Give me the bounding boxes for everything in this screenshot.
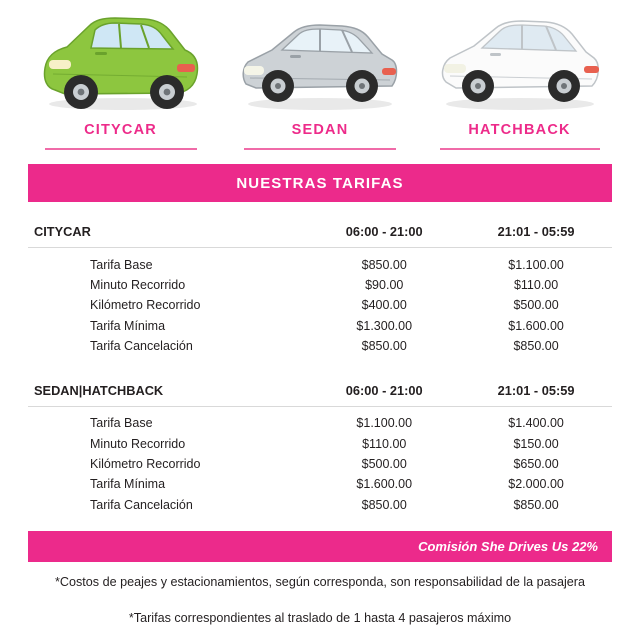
row-day-value: $1.600.00 xyxy=(356,477,413,492)
row-night-value: $850.00 xyxy=(513,497,559,512)
table-row xyxy=(28,316,612,336)
row-label: Minuto Recorrido xyxy=(90,277,186,292)
row-day-value: $850.00 xyxy=(361,339,407,354)
hatchback-image xyxy=(427,8,612,116)
divider xyxy=(28,406,612,413)
row-label: Tarifa Base xyxy=(90,416,153,431)
table-row xyxy=(28,336,612,356)
row-day-value: $1.300.00 xyxy=(356,318,413,333)
footnote-tolls: *Costos de peajes y estacionamientos, según corresponda, son responsabilidad de la pasajera xyxy=(55,574,585,589)
table-row xyxy=(28,254,612,274)
row-label: Tarifa Base xyxy=(90,257,153,272)
row-day-value: $90.00 xyxy=(365,277,404,292)
row-label: Minuto Recorrido xyxy=(90,436,186,451)
table-row xyxy=(28,275,612,295)
rates-table xyxy=(28,218,612,515)
row-label: Tarifa Mínima xyxy=(90,477,166,492)
vehicle-label-citycar: CITYCAR xyxy=(84,122,157,138)
table-row xyxy=(28,433,612,453)
white-hatchback-car-icon xyxy=(434,8,606,114)
row-night-value: $110.00 xyxy=(513,277,559,292)
row-night-value: $1.100.00 xyxy=(508,257,564,272)
row-night-value: $1.400.00 xyxy=(508,416,564,431)
group-name-citycar: CITYCAR xyxy=(34,224,91,239)
row-day-value: $850.00 xyxy=(361,497,407,512)
vehicle-label-sedan: SEDAN xyxy=(291,122,349,138)
sedan-image xyxy=(228,8,413,116)
row-day-value: $1.100.00 xyxy=(356,416,413,431)
row-label: Kilómetro Recorrido xyxy=(90,456,201,471)
citycar-image xyxy=(28,8,213,116)
vehicle-underline-citycar xyxy=(45,148,197,150)
row-day-value: $500.00 xyxy=(361,456,407,471)
divider xyxy=(28,248,612,255)
table-group-header-citycar xyxy=(28,218,612,248)
rates-section xyxy=(28,202,612,515)
row-label: Tarifa Cancelación xyxy=(90,497,193,512)
table-row xyxy=(28,413,612,433)
row-night-value: $500.00 xyxy=(513,298,559,313)
row-night-value: $650.00 xyxy=(513,456,559,471)
row-night-value: $1.600.00 xyxy=(508,318,564,333)
vehicle-card-citycar xyxy=(28,8,213,150)
green-hatchback-car-icon xyxy=(37,8,205,114)
vehicle-card-hatchback xyxy=(427,8,612,150)
vehicle-underline-sedan xyxy=(244,148,396,150)
rates-banner: NUESTRAS TARIFAS xyxy=(28,164,612,202)
group-day-header-sedan-hatchback: 06:00 - 21:00 xyxy=(345,382,423,398)
vehicle-card-sedan xyxy=(228,8,413,150)
row-label: Kilómetro Recorrido xyxy=(90,298,201,313)
group-day-header-citycar: 06:00 - 21:00 xyxy=(345,224,423,239)
group-night-header-sedan-hatchback: 21:01 - 05:59 xyxy=(497,382,575,398)
table-row xyxy=(28,495,612,515)
silver-sedan-car-icon xyxy=(236,8,404,114)
table-row xyxy=(28,454,612,474)
group-name-sedan-hatchback: SEDAN|HATCHBACK xyxy=(34,382,164,398)
row-day-value: $850.00 xyxy=(361,257,407,272)
footnote-passengers: *Tarifas correspondientes al traslado de 1 hasta 4 pasajeros máximo xyxy=(128,610,512,625)
spacer xyxy=(28,356,612,376)
row-night-value: $150.00 xyxy=(513,436,559,451)
row-label: Tarifa Mínima xyxy=(90,318,166,333)
row-day-value: $110.00 xyxy=(362,436,407,451)
commission-bar: Comisión She Drives Us 22% xyxy=(28,531,612,562)
vehicle-types-row xyxy=(0,0,640,150)
table-group-header-sedan-hatchback xyxy=(28,377,612,407)
vehicle-label-hatchback: HATCHBACK xyxy=(468,122,571,138)
row-night-value: $2.000.00 xyxy=(508,477,564,492)
row-night-value: $850.00 xyxy=(513,339,559,354)
row-day-value: $400.00 xyxy=(361,298,407,313)
group-night-header-citycar: 21:01 - 05:59 xyxy=(497,224,575,239)
table-row xyxy=(28,474,612,494)
row-label: Tarifa Cancelación xyxy=(90,339,193,354)
table-row xyxy=(28,295,612,315)
vehicle-underline-hatchback xyxy=(440,148,600,150)
